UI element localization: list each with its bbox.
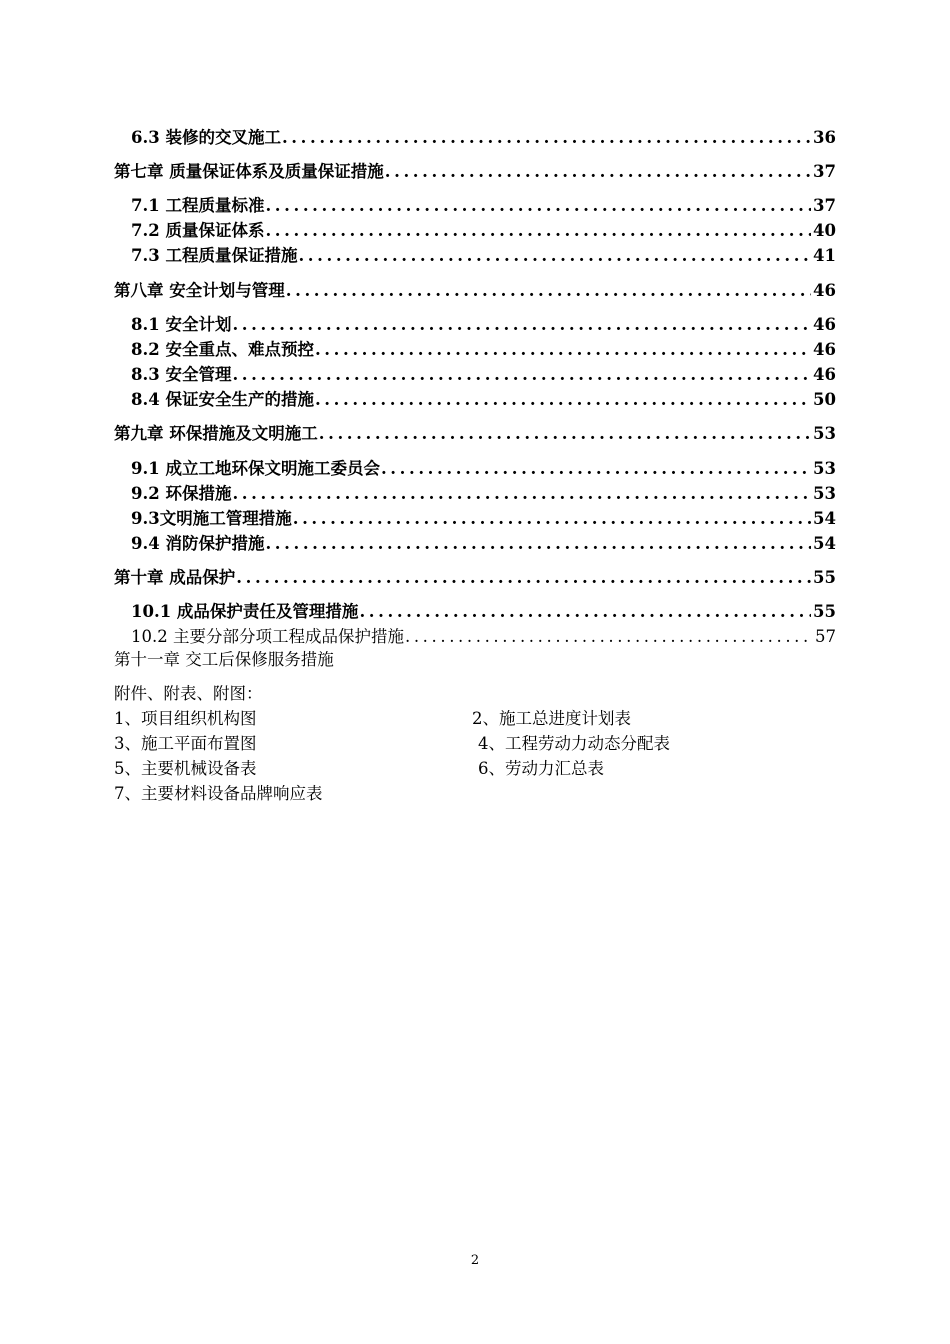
toc-section-entry xyxy=(131,600,836,624)
attachment-item: 4、工程劳动力动态分配表 xyxy=(478,734,670,753)
toc-section-entry xyxy=(131,507,836,531)
toc-section-entry xyxy=(131,194,836,218)
toc-page-number: 55 xyxy=(813,568,836,587)
toc-entry-title: 10.1 成品保护责任及管理措施 xyxy=(131,602,359,621)
toc-leader-dots xyxy=(265,532,811,556)
toc-leader-dots xyxy=(236,566,811,590)
toc-chapter-entry xyxy=(114,566,836,590)
attachment-item: 3、施工平面布置图 xyxy=(114,734,257,753)
toc-page-number: 36 xyxy=(813,128,836,147)
toc-chapter-entry xyxy=(114,160,836,184)
toc-leader-dots xyxy=(315,338,811,362)
toc-leader-dots xyxy=(282,126,811,150)
toc-page-number: 40 xyxy=(813,221,836,240)
toc-page-number: 46 xyxy=(813,281,836,300)
toc-leader-dots xyxy=(293,507,811,531)
toc-section-entry xyxy=(131,625,836,649)
toc-page-number: 37 xyxy=(813,196,836,215)
toc-section-entry xyxy=(131,363,836,387)
toc-leader-dots xyxy=(232,482,811,506)
toc-section-entry xyxy=(131,313,836,337)
page-number: 2 xyxy=(470,1253,480,1268)
toc-section-entry xyxy=(131,244,836,268)
toc-chapter-entry xyxy=(114,279,836,303)
toc-section-entry xyxy=(131,219,836,243)
toc-page-number: 55 xyxy=(813,602,836,621)
toc-page-number: 53 xyxy=(813,484,836,503)
attachment-item: 6、劳动力汇总表 xyxy=(478,759,604,778)
toc-entry-title: 第七章 质量保证体系及质量保证措施 xyxy=(114,162,384,181)
toc-section-entry xyxy=(131,126,836,150)
toc-page-number: 46 xyxy=(813,315,836,334)
toc-page-number: 53 xyxy=(813,459,836,478)
toc-page-number: 46 xyxy=(813,365,836,384)
toc-page-number: 46 xyxy=(813,340,836,359)
toc-entry-title: 9.1 成立工地环保文明施工委员会 xyxy=(131,459,380,478)
toc-entry-title: 第八章 安全计划与管理 xyxy=(114,281,285,300)
attachment-item: 1、项目组织机构图 xyxy=(114,709,257,728)
toc-section-entry xyxy=(131,388,836,412)
toc-page-number: 37 xyxy=(813,162,836,181)
toc-page-number: 57 xyxy=(815,627,836,646)
toc-leader-dots xyxy=(315,388,811,412)
toc-page-number: 50 xyxy=(813,390,836,409)
toc-entry-title: 9.4 消防保护措施 xyxy=(131,534,265,553)
toc-section-entry xyxy=(131,532,836,556)
toc-leader-dots xyxy=(359,600,811,624)
toc-section-entry xyxy=(131,338,836,362)
toc-leader-dots xyxy=(265,194,811,218)
toc-entry-title: 7.3 工程质量保证措施 xyxy=(131,246,298,265)
toc-entry-title: 8.4 保证安全生产的措施 xyxy=(131,390,314,409)
toc-page-number: 54 xyxy=(813,534,836,553)
toc-entry-title: 7.1 工程质量标准 xyxy=(131,196,265,215)
toc-entry-title: 8.3 安全管理 xyxy=(131,365,232,384)
toc-leader-dots xyxy=(381,457,811,481)
toc-leader-dots xyxy=(232,313,811,337)
toc-leader-dots xyxy=(298,244,811,268)
toc-page-number: 41 xyxy=(813,246,836,265)
toc-entry-title: 9.2 环保措施 xyxy=(131,484,232,503)
toc-page-number: 53 xyxy=(813,424,836,443)
attachment-item: 2、施工总进度计划表 xyxy=(472,709,631,728)
toc-entry-title: 6.3 装修的交叉施工 xyxy=(131,128,281,147)
toc-leader-dots xyxy=(319,422,811,446)
toc-leader-dots xyxy=(405,625,813,649)
toc-chapter-entry xyxy=(114,422,836,446)
toc-leader-dots xyxy=(286,279,811,303)
toc-entry-title: 8.1 安全计划 xyxy=(131,315,232,334)
toc-entry-title: 8.2 安全重点、难点预控 xyxy=(131,340,314,359)
toc-entry-title: 第十章 成品保护 xyxy=(114,568,236,587)
attachment-item: 7、主要材料设备品牌响应表 xyxy=(114,784,323,803)
toc-leader-dots xyxy=(232,363,811,387)
chapter-11-heading: 第十一章 交工后保修服务措施 xyxy=(114,650,334,669)
toc-leader-dots xyxy=(265,219,811,243)
toc-leader-dots xyxy=(385,160,811,184)
attachments-title: 附件、附表、附图： xyxy=(114,684,263,703)
toc-page-number: 54 xyxy=(813,509,836,528)
toc-entry-title: 10.2 主要分部分项工程成品保护措施 xyxy=(131,627,404,646)
toc-entry-title: 7.2 质量保证体系 xyxy=(131,221,265,240)
toc-entry-title: 第九章 环保措施及文明施工 xyxy=(114,424,318,443)
toc-section-entry xyxy=(131,457,836,481)
toc-entry-title: 9.3文明施工管理措施 xyxy=(131,509,292,528)
toc-section-entry xyxy=(131,482,836,506)
attachment-item: 5、主要机械设备表 xyxy=(114,759,257,778)
